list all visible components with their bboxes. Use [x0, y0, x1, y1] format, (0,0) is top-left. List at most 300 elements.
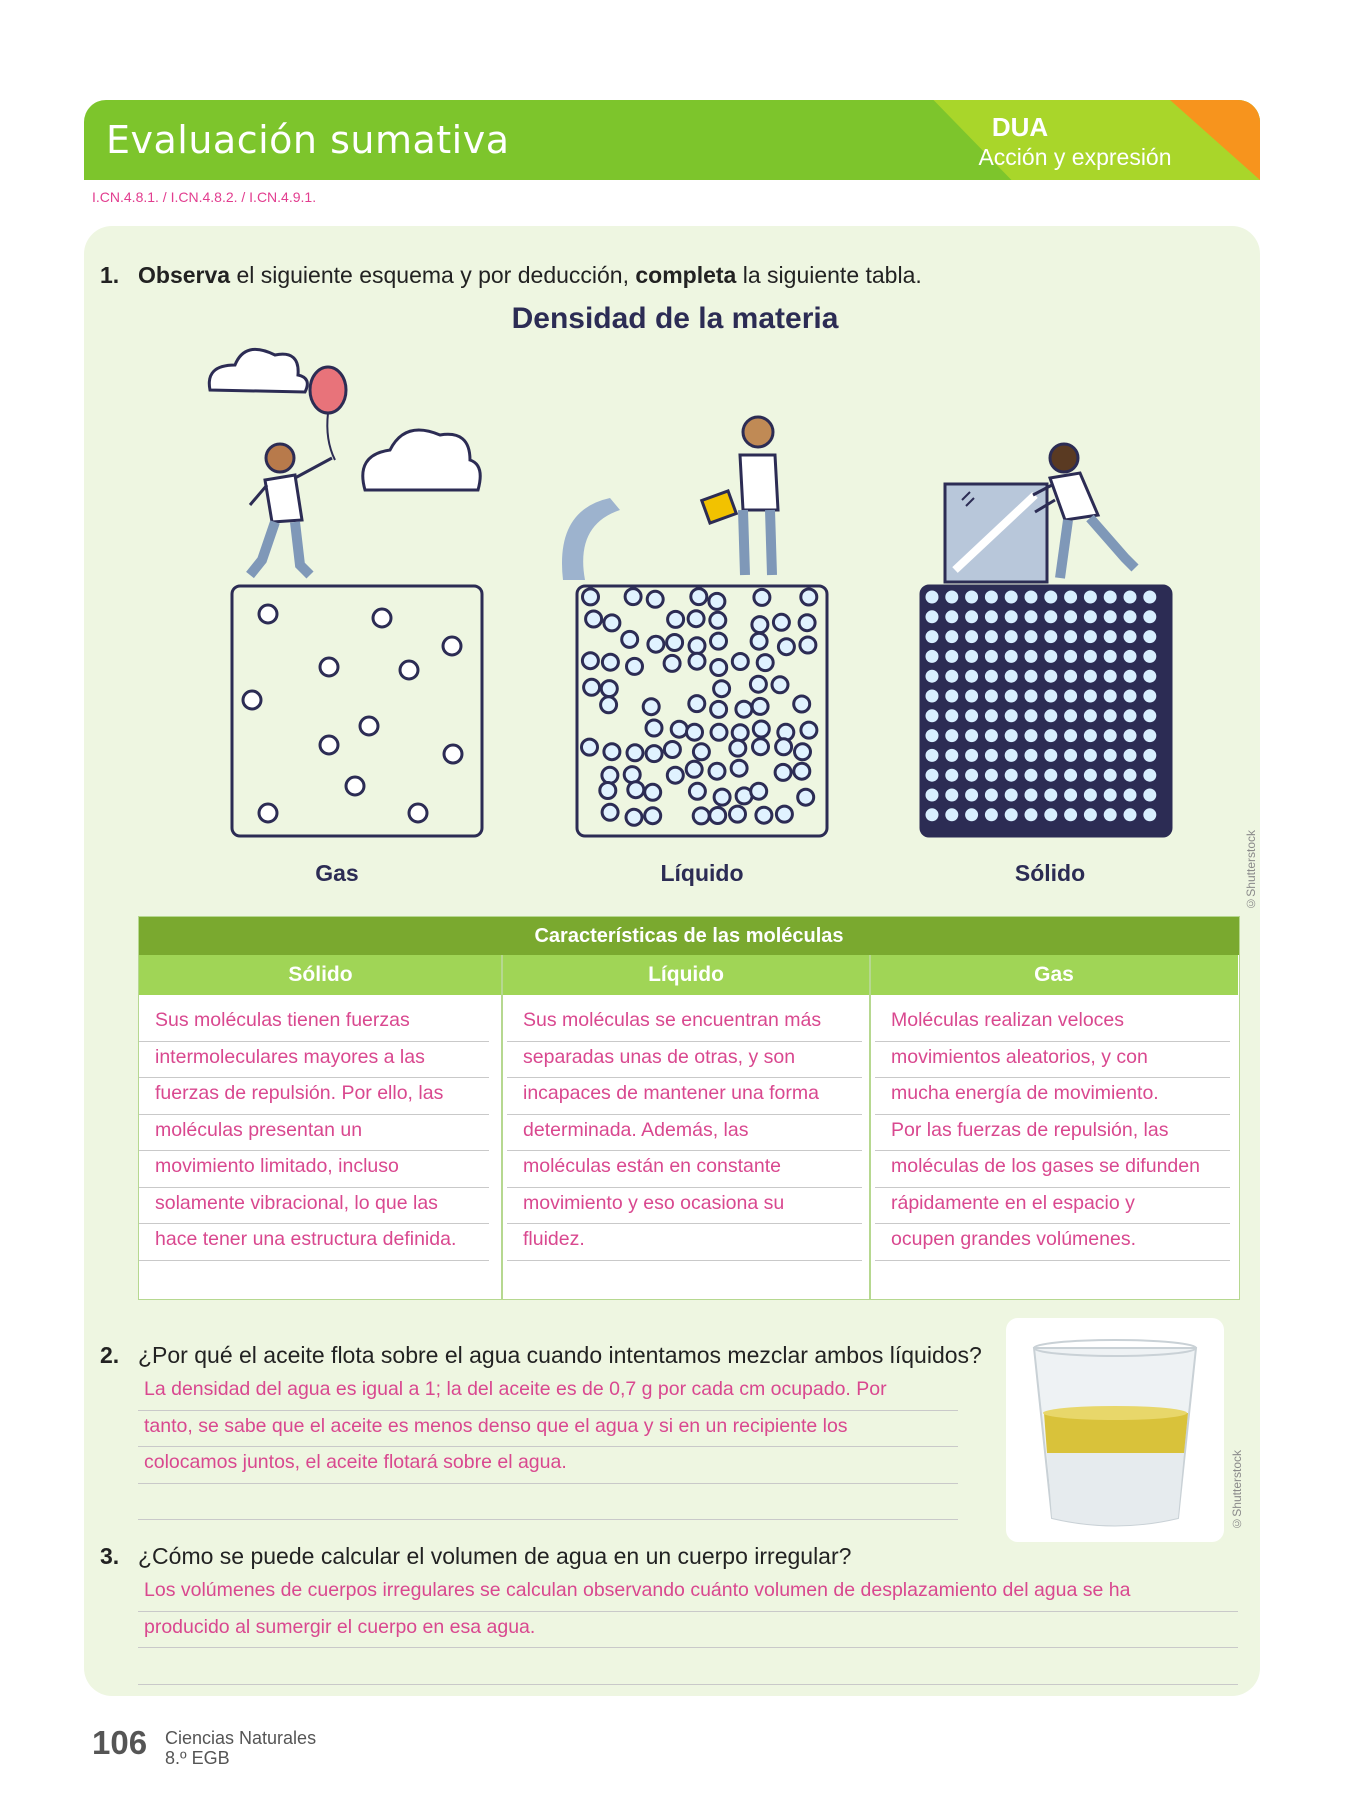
answer-line: movimientos aleatorios, y con [875, 1042, 1230, 1079]
molecule-icon [752, 698, 768, 714]
molecule-icon [1003, 609, 1019, 625]
molecule-icon [601, 697, 617, 713]
label-liquid: Líquido [660, 860, 744, 886]
column-gas [870, 995, 1238, 1299]
molecule-icon [1122, 648, 1138, 664]
molecule-icon [983, 807, 999, 823]
molecule-icon [1082, 629, 1098, 645]
molecule-icon [1043, 668, 1059, 684]
molecule-icon [1082, 787, 1098, 803]
molecule-icon [776, 739, 792, 755]
molecule-icon [693, 744, 709, 760]
molecule-icon [964, 787, 980, 803]
molecule-icon [964, 648, 980, 664]
answer-line: fluidez. [507, 1224, 862, 1261]
molecule-icon [1023, 589, 1039, 605]
molecule-icon [924, 609, 940, 625]
molecule-icon [795, 744, 811, 760]
molecule-icon [964, 807, 980, 823]
molecule-icon [756, 807, 772, 823]
molecule-icon [776, 806, 792, 822]
molecule-icon [645, 784, 661, 800]
molecule-icon [1142, 787, 1158, 803]
header-solid: Sólido [139, 955, 502, 995]
answer-line: movimiento y eso ocasiona su [507, 1188, 862, 1225]
molecule-icon [752, 617, 768, 633]
molecule-icon [944, 668, 960, 684]
scheme-title: Densidad de la materia [511, 302, 839, 335]
molecule-icon [1122, 688, 1138, 704]
column-solid [139, 995, 502, 1299]
molecule-icon [964, 688, 980, 704]
answer-line: Sus moléculas tienen fuerzas [139, 1005, 489, 1042]
molecule-icon [1142, 688, 1158, 704]
molecule-icon [667, 767, 683, 783]
molecule-icon [944, 747, 960, 763]
molecule-icon [924, 787, 940, 803]
molecule-icon [600, 783, 616, 799]
molecule-icon [583, 589, 599, 605]
molecule-icon [1082, 648, 1098, 664]
answer-line: Moléculas realizan veloces [875, 1005, 1230, 1042]
molecule-icon [1142, 668, 1158, 684]
header-liquid: Líquido [502, 955, 870, 995]
molecule-icon [584, 679, 600, 695]
molecule-icon [751, 783, 767, 799]
molecule-icon [731, 760, 747, 776]
molecule-icon [627, 658, 643, 674]
molecule-icon [346, 777, 364, 795]
molecule-icon [1082, 807, 1098, 823]
molecule-icon [1122, 767, 1138, 783]
molecule-icon [750, 676, 766, 692]
molecule-icon [1063, 787, 1079, 803]
molecule-icon [409, 804, 427, 822]
molecule-icon [983, 787, 999, 803]
person-liquid-icon [702, 417, 778, 575]
molecule-icon [1003, 807, 1019, 823]
molecule-icon [1102, 668, 1118, 684]
header-gas: Gas [870, 955, 1238, 995]
molecule-icon [924, 589, 940, 605]
molecule-icon [1023, 807, 1039, 823]
curriculum-codes: I.CN.4.8.1. / I.CN.4.8.2. / I.CN.4.9.1. [92, 189, 317, 205]
molecule-icon [924, 648, 940, 664]
molecule-icon [689, 783, 705, 799]
molecule-icon [243, 691, 261, 709]
molecule-icon [1023, 708, 1039, 724]
answer-line: Sus moléculas se encuentran más [507, 1005, 862, 1042]
molecule-icon [667, 635, 683, 651]
molecule-icon [604, 615, 620, 631]
molecule-icon [604, 744, 620, 760]
molecule-icon [1043, 728, 1059, 744]
molecule-icon [320, 736, 338, 754]
molecule-icon [627, 745, 643, 761]
molecule-icon [259, 605, 277, 623]
answer-line: intermoleculares mayores a las [139, 1042, 489, 1079]
molecule-icon [648, 636, 664, 652]
molecule-icon [1043, 688, 1059, 704]
molecule-icon [400, 661, 418, 679]
molecule-icon [1023, 767, 1039, 783]
molecule-icon [1102, 648, 1118, 664]
molecule-icon [944, 728, 960, 744]
answer-line [138, 1484, 958, 1521]
molecule-icon [944, 648, 960, 664]
molecule-icon [1043, 648, 1059, 664]
molecule-icon [732, 654, 748, 670]
molecule-icon [1142, 767, 1158, 783]
molecule-icon [1082, 589, 1098, 605]
molecule-icon [964, 747, 980, 763]
molecule-icon [586, 611, 602, 627]
molecule-icon [710, 612, 726, 628]
person-gas-icon [250, 444, 332, 575]
molecule-icon [801, 722, 817, 738]
answer-line: mucha energía de movimiento. [875, 1078, 1230, 1115]
molecule-icon [1102, 807, 1118, 823]
molecules-table [138, 916, 1240, 1300]
glass-icon [1006, 1318, 1224, 1542]
molecule-icon [773, 614, 789, 630]
molecule-icon [1082, 668, 1098, 684]
molecule-icon [753, 739, 769, 755]
molecule-icon [1003, 688, 1019, 704]
molecule-icon [1142, 629, 1158, 645]
molecule-icon [647, 591, 663, 607]
molecule-icon [1122, 747, 1138, 763]
molecule-icon [1023, 609, 1039, 625]
molecule-icon [1082, 728, 1098, 744]
molecule-icon [794, 696, 810, 712]
answer-line: hace tener una estructura definida. [139, 1224, 489, 1261]
molecule-icon [983, 668, 999, 684]
molecule-icon [1003, 629, 1019, 645]
answer-line: fuerzas de repulsión. Por ello, las [139, 1078, 489, 1115]
molecule-icon [444, 745, 462, 763]
question-number: 1. [100, 262, 120, 288]
molecule-icon [1063, 668, 1079, 684]
molecule-icon [1102, 787, 1118, 803]
molecule-icon [983, 747, 999, 763]
molecule-icon [668, 611, 684, 627]
molecule-icon [646, 746, 662, 762]
molecule-icon [1063, 648, 1079, 664]
molecule-icon [1102, 708, 1118, 724]
molecule-icon [1082, 609, 1098, 625]
molecule-icon [924, 668, 940, 684]
molecule-icon [1063, 767, 1079, 783]
molecule-icon [1063, 589, 1079, 605]
molecule-icon [1142, 728, 1158, 744]
molecule-icon [736, 701, 752, 717]
molecule-icon [601, 681, 617, 697]
molecule-icon [645, 808, 661, 824]
molecule-icon [693, 808, 709, 824]
molecule-icon [602, 804, 618, 820]
molecule-icon [964, 708, 980, 724]
molecule-icon [1142, 609, 1158, 625]
molecule-icon [730, 740, 746, 756]
answer-line: Los volúmenes de cuerpos irregulares se calculan observando cuánto volumen de desplazamiento del agua se ha [138, 1575, 1238, 1612]
molecule-icon [983, 629, 999, 645]
answer-line: colocamos juntos, el aceite flotará sobre el agua. [138, 1447, 958, 1484]
molecule-icon [924, 728, 940, 744]
answer-line: producido al sumergir el cuerpo en esa agua. [138, 1612, 1238, 1649]
footer-subject: Ciencias Naturales 8.º EGB [165, 1728, 317, 1768]
molecule-icon [1063, 688, 1079, 704]
molecule-icon [373, 609, 391, 627]
answer-line: Por las fuerzas de repulsión, las [875, 1115, 1230, 1152]
molecule-icon [1142, 708, 1158, 724]
gas-molecules [243, 605, 462, 822]
molecule-icon [1063, 747, 1079, 763]
molecule-icon [1003, 668, 1019, 684]
molecule-icon [1003, 767, 1019, 783]
label-solid: Sólido [1014, 860, 1086, 886]
molecule-icon [753, 721, 769, 737]
answer-line: solamente vibracional, lo que las [139, 1188, 489, 1225]
molecule-icon [711, 660, 727, 676]
molecule-icon [709, 593, 725, 609]
molecule-icon [689, 696, 705, 712]
answer-line: moléculas presentan un [139, 1115, 489, 1152]
image-credit: ©Shutterstock [1230, 1450, 1244, 1531]
molecule-icon [1003, 648, 1019, 664]
molecule-icon [983, 648, 999, 664]
molecule-icon [626, 809, 642, 825]
molecule-icon [1003, 708, 1019, 724]
molecule-icon [798, 789, 814, 805]
molecule-icon [646, 720, 662, 736]
molecule-icon [964, 629, 980, 645]
molecule-icon [714, 789, 730, 805]
molecule-icon [732, 725, 748, 741]
molecule-icon [664, 742, 680, 758]
molecule-icon [751, 633, 767, 649]
molecule-icon [983, 767, 999, 783]
molecule-icon [1122, 807, 1138, 823]
column-liquid [502, 995, 870, 1299]
molecule-icon [711, 724, 727, 740]
molecule-icon [983, 708, 999, 724]
molecule-icon [1043, 747, 1059, 763]
molecule-icon [1003, 747, 1019, 763]
molecule-icon [775, 764, 791, 780]
molecule-icon [944, 708, 960, 724]
molecule-icon [1003, 728, 1019, 744]
molecule-icon [794, 763, 810, 779]
molecule-icon [1043, 708, 1059, 724]
molecule-icon [757, 655, 773, 671]
molecule-icon [944, 787, 960, 803]
molecule-icon [944, 767, 960, 783]
molecule-icon [1122, 629, 1138, 645]
molecule-icon [801, 589, 817, 605]
molecule-icon [602, 767, 618, 783]
molecule-icon [944, 609, 960, 625]
molecule-icon [709, 763, 725, 779]
page-title: Evaluación sumativa [106, 118, 510, 162]
question-number: 2. [100, 1342, 120, 1368]
molecule-icon [1063, 728, 1079, 744]
molecule-icon [689, 653, 705, 669]
molecule-icon [1043, 629, 1059, 645]
answer-line: La densidad del agua es igual a 1; la del aceite es de 0,7 g por cada cm ocupado. Por [138, 1374, 958, 1411]
answer-line: determinada. Además, las [507, 1115, 862, 1152]
molecule-icon [924, 807, 940, 823]
molecule-icon [1122, 708, 1138, 724]
answer-line: rápidamente en el espacio y [875, 1188, 1230, 1225]
molecule-icon [1102, 688, 1118, 704]
page-number: 106 [92, 1724, 148, 1761]
molecule-icon [1023, 629, 1039, 645]
density-illustration [180, 330, 1220, 910]
molecule-icon [1122, 609, 1138, 625]
answer-line: moléculas están en constante [507, 1151, 862, 1188]
molecule-icon [944, 688, 960, 704]
molecule-icon [944, 807, 960, 823]
molecule-icon [1142, 807, 1158, 823]
molecule-icon [1043, 787, 1059, 803]
molecule-icon [1023, 648, 1039, 664]
molecule-icon [964, 609, 980, 625]
molecule-icon [1023, 688, 1039, 704]
label-gas: Gas [315, 860, 359, 886]
question-number: 3. [100, 1543, 120, 1569]
molecule-icon [1102, 747, 1118, 763]
molecule-icon [688, 611, 704, 627]
molecule-icon [443, 637, 461, 655]
molecule-icon [983, 609, 999, 625]
molecule-icon [1122, 728, 1138, 744]
molecule-icon [602, 654, 618, 670]
answer-line: ocupen grandes volúmenes. [875, 1224, 1230, 1261]
molecule-icon [944, 589, 960, 605]
molecule-icon [1043, 767, 1059, 783]
molecule-icon [1102, 728, 1118, 744]
molecule-icon [944, 629, 960, 645]
question-text: ¿Cómo se puede calcular el volumen de agua en un cuerpo irregular? [138, 1543, 852, 1569]
answer-line: separadas unas de otras, y son [507, 1042, 862, 1079]
molecule-icon [710, 808, 726, 824]
molecule-icon [1023, 728, 1039, 744]
molecule-icon [624, 767, 640, 783]
dua-subtitle: Acción y expresión [978, 144, 1172, 170]
molecule-icon [714, 681, 730, 697]
molecule-icon [1063, 629, 1079, 645]
molecule-icon [1142, 648, 1158, 664]
molecule-icon [964, 767, 980, 783]
molecule-icon [1063, 609, 1079, 625]
answer-line: tanto, se sabe que el aceite es menos denso que el agua y si en un recipiente los [138, 1411, 958, 1448]
molecule-icon [924, 747, 940, 763]
molecule-icon [1102, 767, 1118, 783]
molecule-icon [1023, 787, 1039, 803]
molecule-icon [778, 639, 794, 655]
molecule-icon [643, 699, 659, 715]
molecule-icon [1142, 747, 1158, 763]
molecule-icon [964, 668, 980, 684]
molecule-icon [320, 658, 338, 676]
molecule-icon [686, 761, 702, 777]
molecule-icon [1122, 668, 1138, 684]
molecule-icon [800, 637, 816, 653]
molecule-icon [582, 739, 598, 755]
molecule-icon [259, 804, 277, 822]
answer-line [138, 1648, 1238, 1685]
molecule-icon [924, 708, 940, 724]
molecule-icon [1082, 747, 1098, 763]
molecule-icon [628, 782, 644, 798]
oil-water-photo [1006, 1318, 1224, 1542]
molecule-icon [1023, 668, 1039, 684]
molecule-icon [772, 677, 788, 693]
molecule-icon [625, 589, 641, 605]
molecule-icon [924, 688, 940, 704]
molecule-icon [924, 629, 940, 645]
molecule-icon [1082, 767, 1098, 783]
molecule-icon [691, 589, 707, 605]
answer-line: moléculas de los gases se difunden [875, 1151, 1230, 1188]
molecule-icon [1122, 787, 1138, 803]
molecule-icon [1142, 589, 1158, 605]
molecule-icon [689, 638, 705, 654]
molecule-icon [1043, 589, 1059, 605]
water-stream [562, 498, 620, 580]
molecule-icon [1043, 609, 1059, 625]
molecule-icon [1003, 589, 1019, 605]
molecule-icon [1043, 807, 1059, 823]
image-credit: ©Shutterstock [1244, 830, 1258, 911]
molecule-icon [964, 728, 980, 744]
molecule-icon [1102, 589, 1118, 605]
answer-line: movimiento limitado, incluso [139, 1151, 489, 1188]
molecule-icon [754, 589, 770, 605]
molecule-icon [687, 724, 703, 740]
molecule-icon [622, 631, 638, 647]
molecule-icon [1122, 589, 1138, 605]
question-text: Observa el siguiente esquema y por deducción, completa la siguiente tabla. [138, 262, 922, 288]
molecule-icon [983, 728, 999, 744]
molecule-icon [983, 688, 999, 704]
question-text: ¿Por qué el aceite flota sobre el agua cuando intentamos mezclar ambos líquidos? [138, 1342, 982, 1368]
molecule-icon [1023, 747, 1039, 763]
molecule-icon [671, 721, 687, 737]
molecule-icon [730, 806, 746, 822]
balloon-icon [310, 367, 346, 460]
molecule-icon [1063, 708, 1079, 724]
dua-label: DUA [991, 112, 1049, 142]
molecule-icon [582, 653, 598, 669]
ice-block-icon [945, 484, 1047, 582]
molecule-icon [799, 615, 815, 631]
liquid-molecules [582, 589, 817, 826]
molecule-icon [964, 589, 980, 605]
table-caption: Características de las moléculas [139, 917, 1239, 955]
molecule-icon [983, 589, 999, 605]
answer-line: incapaces de mantener una forma [507, 1078, 862, 1115]
molecule-icon [664, 655, 680, 671]
molecule-icon [1082, 688, 1098, 704]
molecule-icon [1063, 807, 1079, 823]
header-banner [84, 100, 1260, 180]
molecule-icon [711, 633, 727, 649]
cloud-icon [209, 349, 480, 490]
molecule-icon [1082, 708, 1098, 724]
molecule-icon [711, 701, 727, 717]
